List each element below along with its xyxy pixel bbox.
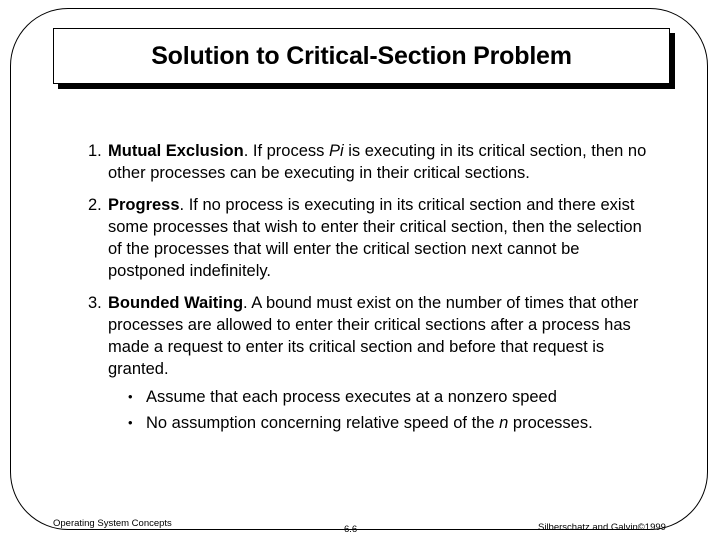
item-term: Mutual Exclusion: [108, 142, 244, 160]
slide-content: [88, 140, 658, 446]
item-text: . If no process is executing in its critical section and there exist some processes that wish to enter their critical section, then the selection of the processes that will enter the critical section next cannot be postponed indefinitely.: [108, 196, 642, 280]
list-item-progress: [88, 194, 658, 282]
list-item-mutual-exclusion: [88, 140, 658, 184]
item-number: 2.: [88, 196, 102, 214]
footer-course: Operating System Concepts: [53, 518, 172, 529]
item-text-cont: is executing in its critical section, then no other processes can be executing in their critical sections.: [108, 142, 647, 182]
item-text: . If process: [243, 142, 329, 160]
title-box: [53, 28, 670, 84]
item-term: Bounded Waiting: [108, 294, 244, 312]
item-term: Progress: [108, 196, 180, 214]
sub-item-italic: n: [499, 414, 509, 432]
list-item-bounded-waiting: [88, 292, 658, 436]
footer-authors: Silberschatz and Galvin©1999: [538, 522, 666, 533]
sub-item-text: Assume that each process executes at a nonzero speed: [146, 388, 557, 406]
sub-list: [108, 384, 658, 436]
sub-item: [128, 410, 658, 436]
bullet-icon: •: [128, 389, 133, 404]
item-number: 1.: [88, 142, 102, 160]
item-number: 3.: [88, 294, 102, 312]
sub-item: [128, 384, 658, 410]
item-text: . A bound must exist on the number of times that other processes are allowed to enter their critical sections after a process has made a request to enter its critical section and before that request is granted.: [108, 294, 639, 378]
bullet-icon: •: [128, 415, 133, 430]
sub-item-text-cont: processes.: [508, 414, 593, 432]
slide-title: Solution to Critical-Section Problem: [151, 42, 572, 70]
sub-item-text: No assumption concerning relative speed of the: [146, 414, 500, 432]
item-italic: Pi: [328, 142, 344, 160]
footer-page-number: 6.6: [344, 524, 358, 535]
